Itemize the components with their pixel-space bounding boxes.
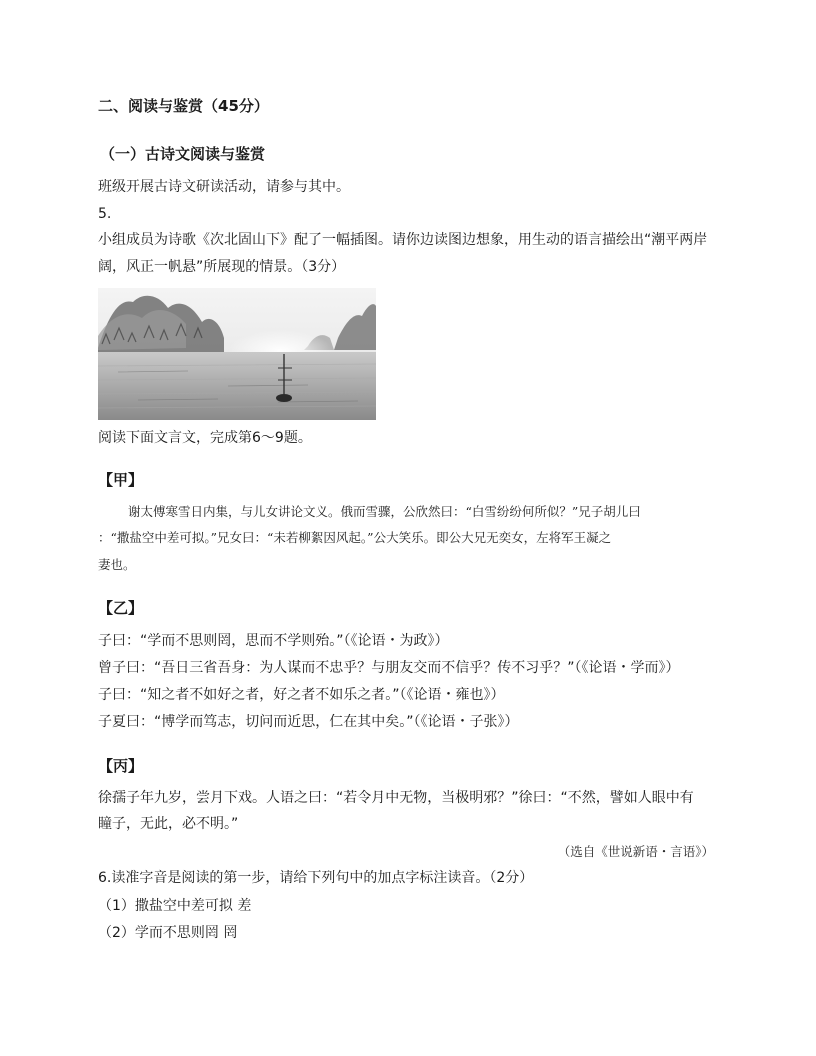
read-instruction: 阅读下面文言文，完成第6～9题。 — [98, 430, 312, 446]
bing-label: 【丙】 — [98, 757, 144, 775]
subsection-title: （一）古诗文阅读与鉴赏 — [100, 145, 266, 163]
yi-line: 子曰：“学而不思则罔，思而不学则殆。”（《论语・为政》） — [98, 633, 449, 649]
yi-line: 子曰：“知之者不如好之者，好之者不如乐之者。”（《论语・雍也》） — [98, 687, 505, 703]
jia-line3: 妻也。 — [98, 557, 136, 572]
q6-item: （2）学而不思则罔 罔 — [98, 925, 238, 941]
q5-text-line2: 阔，风正一帆悬”所展现的情景。（3分） — [98, 259, 346, 275]
yi-line: 曾子曰：“吾日三省吾身：为人谋而不忠乎？与朋友交而不信乎？传不习乎？”（《论语・学而》） — [98, 660, 680, 676]
ink-landscape-illustration — [98, 288, 376, 420]
section-title: 二、阅读与鉴赏（45分） — [98, 97, 269, 115]
intro-text: 班级开展古诗文研读活动，请参与其中。 — [98, 179, 350, 195]
jia-label: 【甲】 — [98, 471, 144, 489]
q5-text-line1: 小组成员为诗歌《次北固山下》配了一幅插图。请你边读图边想象，用生动的语言描绘出“潮平两岸 — [98, 232, 708, 248]
bing-line2: 瞳子，无此，必不明。” — [98, 816, 239, 832]
q6-text: 6.读准字音是阅读的第一步，请给下列句中的加点字标注读音。（2分） — [98, 870, 534, 886]
jia-line2: ：“撒盐空中差可拟。”兄女曰：“未若柳絮因风起。”公大笑乐。即公大兄无奕女，左将军王凝之 — [98, 530, 612, 545]
yi-line: 子夏曰：“博学而笃志，切问而近思，仁在其中矣。”（《论语・子张》） — [98, 714, 519, 730]
jia-line1: 谢太傅寒雪日内集，与儿女讲论文义。俄而雪骤，公欣然曰：“白雪纷纷何所似？”兄子胡儿曰 — [128, 504, 641, 519]
yi-label: 【乙】 — [98, 599, 144, 617]
q6-item: （1）撒盐空中差可拟 差 — [98, 898, 252, 914]
bing-line1: 徐孺子年九岁，尝月下戏。人语之曰：“若令月中无物，当极明邪？”徐曰：“不然，譬如人眼中有 — [98, 790, 694, 806]
q5-number: 5. — [98, 206, 112, 222]
bing-source: （选自《世说新语・言语》） — [557, 844, 714, 859]
